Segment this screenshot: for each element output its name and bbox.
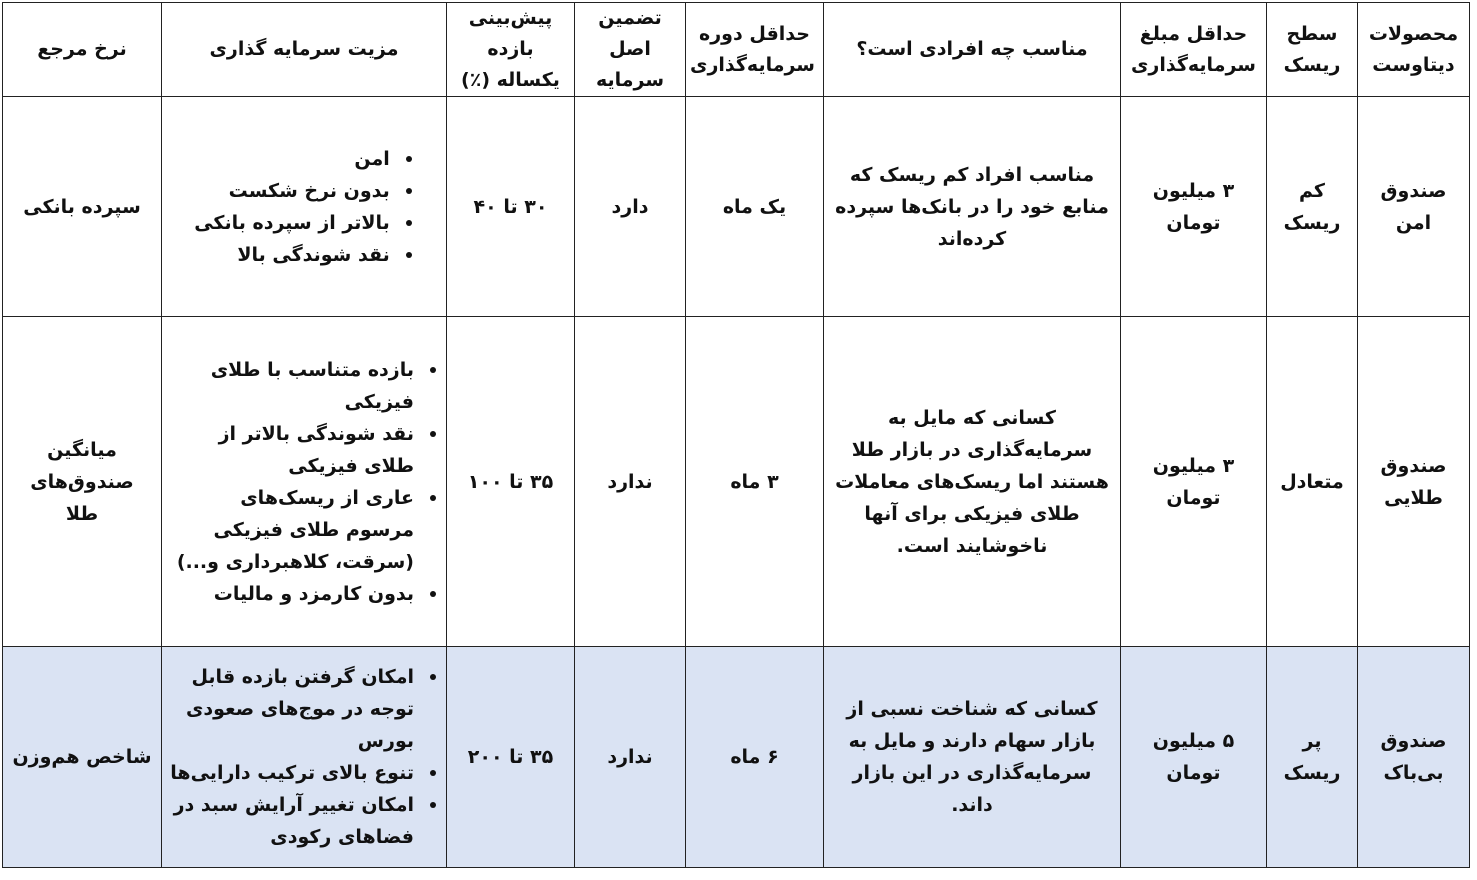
cell-benchmark: سپرده بانکی: [3, 97, 162, 317]
cell-risk: متعادل: [1267, 317, 1358, 647]
header-min-amount: حداقل مبلغ سرمایه‌گذاری: [1121, 3, 1267, 97]
products-comparison-table: [2, 2, 1470, 868]
cell-min-amount: ۳ میلیون تومان: [1121, 97, 1267, 317]
benefit-item: بدون کارمزد و مالیات: [170, 578, 438, 610]
header-min-period: حداقل دوره سرمایه‌گذاری: [686, 3, 824, 97]
cell-min-amount: ۳ میلیون تومان: [1121, 317, 1267, 647]
cell-audience: مناسب افراد کم ریسک که منابع خود را در بانک‌ها سپرده کرده‌اند: [824, 97, 1121, 317]
benefits-list: [194, 143, 414, 271]
cell-risk: پر ریسک: [1267, 647, 1358, 868]
benefit-item: بازده متناسب با طلای فیزیکی: [170, 354, 438, 418]
benefit-item: امکان گرفتن بازده قابل توجه در موج‌های صعودی بورس: [170, 661, 438, 757]
cell-product: صندوق امن: [1358, 97, 1470, 317]
benefit-item: نقد شوندگی بالاتر از طلای فیزیکی: [170, 418, 438, 482]
cell-min-amount: ۵ میلیون تومان: [1121, 647, 1267, 868]
cell-benefits: [162, 647, 447, 868]
header-forecast: پیش‌بینی بازده یکساله (٪): [447, 3, 575, 97]
cell-risk: کم ریسک: [1267, 97, 1358, 317]
cell-guarantee: ندارد: [575, 647, 686, 868]
header-audience: مناسب چه افرادی است؟: [824, 3, 1121, 97]
benefits-list: [170, 661, 438, 853]
table-row: [3, 97, 1470, 317]
header-guarantee: تضمین اصل سرمایه: [575, 3, 686, 97]
cell-benefits: [162, 317, 447, 647]
cell-guarantee: دارد: [575, 97, 686, 317]
cell-product: صندوق بی‌باک: [1358, 647, 1470, 868]
cell-product: صندوق طلایی: [1358, 317, 1470, 647]
cell-forecast: ۳۵ تا ۲۰۰: [447, 647, 575, 868]
header-risk: سطح ریسک: [1267, 3, 1358, 97]
table-row: [3, 647, 1470, 868]
cell-min-period: ۳ ماه: [686, 317, 824, 647]
benefit-item: بالاتر از سپرده بانکی: [194, 207, 414, 239]
table-row: [3, 317, 1470, 647]
benefit-item: امکان تغییر آرایش سبد در فضاهای رکودی: [170, 789, 438, 853]
header-benefits: مزیت سرمایه گذاری: [162, 3, 447, 97]
cell-guarantee: ندارد: [575, 317, 686, 647]
benefit-item: تنوع بالای ترکیب دارایی‌ها: [170, 757, 438, 789]
cell-audience: کسانی که شناخت نسبی از بازار سهام دارند و مایل به سرمایه‌گذاری در این بازار داند.: [824, 647, 1121, 868]
cell-benchmark: شاخص هم‌وزن: [3, 647, 162, 868]
header-benchmark: نرخ مرجع: [3, 3, 162, 97]
cell-benchmark: میانگین صندوق‌های طلا: [3, 317, 162, 647]
benefit-item: نقد شوندگی بالا: [194, 239, 414, 271]
cell-min-period: ۶ ماه: [686, 647, 824, 868]
benefits-list: [170, 354, 438, 610]
header-row: [3, 3, 1470, 97]
cell-audience: کسانی که مایل به سرمایه‌گذاری در بازار طلا هستند اما ریسک‌های معاملات طلای فیزیکی برای آنها ناخوشایند است.: [824, 317, 1121, 647]
cell-min-period: یک ماه: [686, 97, 824, 317]
header-product: محصولات دیتاوست: [1358, 3, 1470, 97]
cell-forecast: ۳۰ تا ۴۰: [447, 97, 575, 317]
cell-benefits: [162, 97, 447, 317]
benefit-item: امن: [194, 143, 414, 175]
benefit-item: بدون نرخ شکست: [194, 175, 414, 207]
cell-forecast: ۳۵ تا ۱۰۰: [447, 317, 575, 647]
benefit-item: عاری از ریسک‌های مرسوم طلای فیزیکی (سرقت، کلاهبرداری و...): [170, 482, 438, 578]
